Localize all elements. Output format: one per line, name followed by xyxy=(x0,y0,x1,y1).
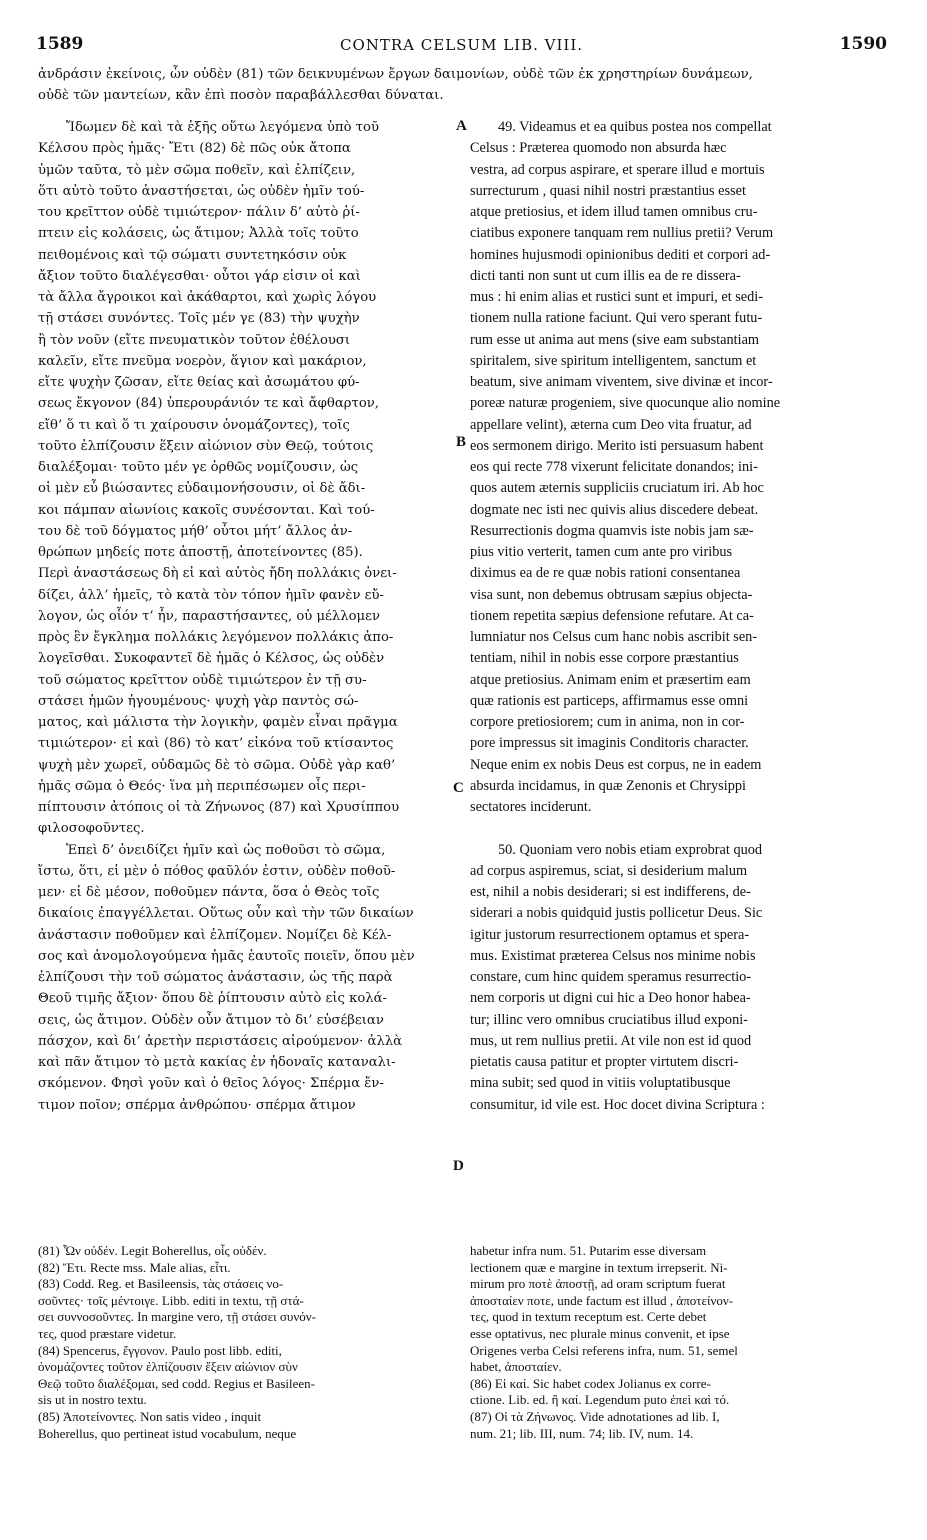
text-line: Ἴδωμεν δὲ καὶ τὰ ἑξῆς οὕτω λεγόμενα ὑπὸ τοῦ xyxy=(66,120,379,135)
text-line: πάσχον, καὶ δι’ ἀρετὴν περιστάσεις αἱρούμενον· ἀλλὰ xyxy=(38,1033,403,1049)
text-line: corpore pretiosiorem; cum in anima, non in cor- xyxy=(470,714,745,730)
text-line: ματος, καὶ μάλιστα τὴν λογικὴν, φαμὲν εἶναι πρᾶγμα xyxy=(38,715,398,730)
latin-column xyxy=(470,117,880,1116)
text-line: appellare velint), æterna cum Deo vita fruatur, ad xyxy=(470,416,752,433)
text-line: του κρεῖττον οὐδὲ τιμιώτερον· πάλιν δ’ αὐτὸ ῥί- xyxy=(38,205,360,220)
text-line: tentiam, nihil in nobis esse corpore præstantius xyxy=(470,650,739,667)
text-line: σεως ἔκγονον (84) ὑπερουράνιόν τε καὶ ἄφθαρτον, xyxy=(38,396,379,412)
text-line: τὰ ἄλλα ἄγροικοι καὶ ἀκάθαρτοι, καὶ χωρὶς λόγου xyxy=(38,290,377,305)
text-line: eos qui recte 778 vixerunt felicitate donandos; ini- xyxy=(470,459,758,475)
margin-letter-c: C xyxy=(453,780,464,796)
text-line: mus. Existimat præterea Celsus nos minime nobis xyxy=(470,947,756,964)
text-line: Origenes verba Celsi referens infra, num. 51, semel xyxy=(470,1342,738,1358)
text-line: πειθομένοις καὶ τῷ σώματι συντετηκόσιν οὐκ xyxy=(38,247,347,263)
text-line: pore impressus sit imaginis Conditoris character. xyxy=(470,735,749,752)
text-line: quos autem æternis suppliciis cruciatum iri. Ab hoc xyxy=(470,480,764,497)
text-line: Ἐπεὶ δ’ ὀνειδίζει ἡμῖν καὶ ὡς ποθοῦσι τὸ σῶμα, xyxy=(66,842,386,858)
text-line: ὅτι αὐτὸ τοῦτο ἀναστήσεται, ὡς οὐδὲν ἡμῖν τού- xyxy=(38,183,365,199)
text-line: habet, ἀποσταίεν. xyxy=(470,1359,562,1375)
text-line: λογεῖσθαι. Συκοφαντεῖ δὲ ἡμᾶς ὁ Κέλσος, ὡς οὐδὲν xyxy=(38,651,385,667)
text-line: Neque enim ex nobis Deus est corpus, ne in eadem xyxy=(470,756,762,773)
text-line: tur; illinc vero omnibus cruciatibus illud exponi- xyxy=(470,1011,748,1028)
text-line: εἴτε ψυχὴν ζῶσαν, εἴτε θείας καὶ ἀσωμάτου φύ- xyxy=(38,375,360,390)
text-line: Celsus : Præterea quomodo non absurda hæc xyxy=(470,140,727,157)
text-line: tionem nulla ratione faciunt. Qui vero sperant futu- xyxy=(470,310,763,327)
text-line: ἀνδράσιν ἐκείνοις, ὧν οὐδὲν (81) τῶν δεικνυμένων ἔργων δαιμονίων, οὐδὲ τῶν ἐκ χρηστηρίων δυνάμεων, xyxy=(38,67,753,82)
text-line: num. 21; lib. III, num. 74; lib. IV, num. 14. xyxy=(470,1425,694,1441)
text-line: homines hujusmodi opinionibus dediti et corpori ad- xyxy=(470,246,771,263)
footnotes-right xyxy=(470,1243,880,1442)
text-line: mirum pro ποτὲ ἀποστῇ, ad oram scriptum fuerat xyxy=(470,1276,726,1292)
text-line: (83) Codd. Reg. et Basileensis, τὰς στάσεις νο- xyxy=(38,1276,284,1292)
text-line: σεις, ὡς ἄτιμον. Οὐδὲν οὖν ἄτιμον τὸ δι’ εὐσέβειαν xyxy=(38,1012,384,1028)
text-line: rum esse ut anima aut mens (sive eam substantiam xyxy=(470,331,760,348)
text-line: πρὸς ἓν ἔγκλημα πολλάκις λεγόμενον πολλάκις ἀπο- xyxy=(38,630,394,645)
text-line: Θεοῦ τιμῆς ἄξιον· ὅπου δὲ ῥίπτουσιν αὐτὸ εἰς κολά- xyxy=(38,991,388,1007)
text-line: Κέλσου πρὸς ἡμᾶς· Ἔτι (82) δὲ πῶς οὐκ ἄτοπα xyxy=(38,141,351,157)
text-line: καὶ πᾶν ἄτιμον τὸ μετὰ κακίας ἐν ἡδοναῖς καταναλι- xyxy=(38,1055,396,1070)
page-number-left: 1589 xyxy=(36,34,84,54)
text-line: poreæ naturæ progeniem, sive quocunque alio nomine xyxy=(470,395,781,412)
text-line: igitur justorum resurrectionem optamus et spera- xyxy=(470,926,750,943)
text-line: Περὶ ἀναστάσεως δὴ εἰ καὶ αὐτὸς ἤδη πολλάκις ὀνει- xyxy=(38,566,397,582)
lead-text xyxy=(38,64,896,106)
text-line: σοῦντες· τοῖς μέντοιγε. Libb. editi in textu, τῇ στά- xyxy=(38,1292,304,1308)
greek-column xyxy=(38,117,456,1116)
text-line: spiritalem, sive spiritum intelligentem, sanctum et xyxy=(470,352,757,369)
text-line: διαλέξομαι· τοῦτο μέν γε ὀρθῶς νομίζουσιν, ὡς xyxy=(38,460,359,475)
text-line: φιλοσοφοῦντες. xyxy=(38,821,145,837)
text-line: beatum, sive animam viventem, sive divinæ et incor- xyxy=(470,374,773,390)
text-line: sis ut in nostro textu. xyxy=(38,1392,147,1408)
text-line: atque pretiosius, et idem illud tamen omnibus cru- xyxy=(470,204,758,220)
text-line: est, nihil a nobis desiderari; si est indifferens, de- xyxy=(470,884,751,900)
text-line: sectatores inciderunt. xyxy=(470,799,592,815)
text-line: ἡμᾶς σῶμα ὁ Θεός· ἵνα μὴ περιπέσωμεν οἷς περι- xyxy=(38,778,366,794)
text-line: atque pretiosius. Animam enim et præsertim eam xyxy=(470,671,751,688)
text-line: πτειν εἰς κολάσεις, ὡς ἄτιμον; Ἀλλὰ τοῖς τοῦτο xyxy=(38,226,359,242)
text-line: mus, ut rem nullius pretii. At vile non est id quod xyxy=(470,1032,752,1049)
text-line: pietatis causa patitur et propter virtutem discri- xyxy=(470,1054,739,1070)
text-line: τῇ στάσει συνόντες. Τοῖς μέν γε (83) τὴν ψυχὴν xyxy=(38,311,360,327)
text-line: ἀνάστασιν ποθοῦμεν καὶ ἐλπίζομεν. Νομίζει δὲ Κέλ- xyxy=(38,927,392,943)
text-line: (85) Ἀποτείνοντες. Non satis video , inquit xyxy=(38,1408,262,1424)
margin-letter-b: B xyxy=(456,434,467,450)
text-line: (84) Spencerus, ἔγγονον. Paulo post libb. editi, xyxy=(38,1342,282,1358)
text-line: πίπτουσιν ἀτόποις οἱ τὰ Ζήνωνος (87) καὶ Χρυσίππου xyxy=(38,800,400,815)
text-line: ἴστω, ὅτι, εἰ μὲν ὁ πόθος φαῦλόν ἐστιν, οὐδὲν ποθοῦ- xyxy=(38,863,396,879)
text-line: surrecturum , quasi nihil nostri præstantius esset xyxy=(470,182,746,199)
text-line: (81) Ὧν οὐδέν. Legit Boherellus, οἷς οὐδέν. xyxy=(38,1243,267,1258)
text-line: tionem repetita sæpius defensione refutare. At ca- xyxy=(470,607,754,624)
text-line: ἀποσταίεν ποτε, unde factum est illud , ἀποτείνον- xyxy=(470,1292,734,1308)
page-number-right: 1590 xyxy=(839,34,887,54)
text-line: καλεῖν, εἴτε πνεῦμα νοερὸν, ἅγιον καὶ μακάριον, xyxy=(38,353,367,369)
text-line: consumitur, id vile est. Hoc docet divina Scriptura : xyxy=(470,1096,765,1113)
text-line: σος καὶ ἀνομολογούμενα ἡμᾶς ἑαυτοῖς ποιεῖν, ὅπου μὲν xyxy=(38,948,415,964)
text-line: ctione. Lib. ed. ἢ καί. Legendum puto ἐπεὶ καὶ τό. xyxy=(470,1392,730,1408)
text-line: (86) Εἰ καί. Sic habet codex Jolianus ex corre- xyxy=(470,1375,711,1391)
text-line: dicti tanti non sunt ut cum illis ea de re disserа- xyxy=(470,267,741,284)
text-line: Resurrectionis dogma quamvis iste nobis jam sæ- xyxy=(470,522,754,539)
text-line: τιμιώτερον· εἰ καὶ (86) τὸ κατ’ εἰκόνα τοῦ κτίσαντος xyxy=(38,736,394,752)
text-line: ἐλπίζουσι τὴν τοῦ σώματος ἀνάστασιν, ὡς τῆς παρὰ xyxy=(38,970,393,985)
text-line: ὑμῶν ταῦτα, τὸ μὲν σῶμα ποθεῖν, καὶ ἐλπίζειν, xyxy=(38,162,356,178)
text-line: τιμον ποῖον; σπέρμα ἀνθρώπου· σπέρμα ἄτιμον xyxy=(38,1097,356,1113)
text-line: mina subit; sed quod in vitiis voluptatibusque xyxy=(470,1075,731,1092)
text-line: ciatibus exponere tanquam rem nullius pretii? Verum xyxy=(470,225,774,242)
text-line: nem corporis ut digni cui hic a Deo honor habea- xyxy=(470,990,751,1007)
text-line: lectionem quæ e margine in textum irrepserit. Ni- xyxy=(470,1259,728,1275)
text-line: ψυχὴ μὲν χωρεῖ, οὐδαμῶς δὲ τὸ σῶμα. Οὐδὲ γὰρ καθ’ xyxy=(38,757,396,773)
text-line: Θεῷ τοῦτο διαλέξομαι, sed codd. Regius et Basileen- xyxy=(38,1375,316,1391)
text-line: τες, quod in textum receptum est. Certe debet xyxy=(470,1309,707,1325)
text-line: θρώπων μηδείς ποτε ἀποστῇ, ἀποτείνοντες (85). xyxy=(38,545,363,560)
text-line: siderari a nobis quidquid justis pollicetur Deus. Sic xyxy=(470,905,763,922)
margin-letter-a: A xyxy=(456,118,467,134)
margin-letter-d: D xyxy=(453,1158,464,1174)
text-line: mus : hi enim alias et rustici sunt et impuri, et sedi- xyxy=(470,289,764,305)
text-line: σκόμενον. Φησὶ γοῦν καὶ ὁ θεῖος λόγος· Σπέρμα ἔν- xyxy=(38,1076,384,1092)
text-line: ὀνομάζοντες τοῦτον ἐλπίζουσιν ἕξειν αἰώνιον σὺν xyxy=(38,1359,298,1375)
text-line: σει συννοσοῦντες. In margine vero, τῇ στάσει συνόν- xyxy=(38,1309,316,1325)
text-line: (87) Οἱ τὰ Ζήνωνος. Vide adnotationes ad lib. I, xyxy=(470,1408,720,1424)
footnotes-left xyxy=(38,1243,458,1442)
text-line: του δὲ τοῦ δόγματος μήθ’ οὗτοι μήτ’ ἄλλος ἀν- xyxy=(38,523,353,539)
text-line: constare, cum hinc quidem speramus resurrectio- xyxy=(470,969,752,985)
text-line: habetur infra num. 51. Putarim esse diversam xyxy=(470,1243,707,1258)
text-line: τοῦτο ἐλπίζουσιν ἕξειν αἰώνιον σὺν Θεῷ, τούτοις xyxy=(38,438,374,454)
text-line: δικαίοις ἐπαγγέλλεται. Οὕτως οὖν καὶ τὴν τῶν δικαίων xyxy=(38,906,414,922)
text-line xyxy=(470,818,880,839)
page-header xyxy=(36,34,887,60)
text-line: στάσει ἡμῶν ἡγουμένους· ψυχὴ γὰρ παντὸς σώ- xyxy=(38,693,359,709)
text-line: pius vitio verterit, tamen cum ante pro viribus xyxy=(470,544,733,560)
text-line: ἢ τὸν νοῦν (εἴτε πνευματικὸν τοῦτον ἐθέλουσι xyxy=(38,332,351,348)
text-line: ad corpus aspiremus, sciat, si desiderium malum xyxy=(470,862,748,879)
text-line: λογον, ὡς οἷόν τ’ ἦν, παραστήσαντες, οὐ μέλλομεν xyxy=(38,608,380,624)
text-line: δίζει, ἀλλ’ ἡμεῖς, τὸ κατὰ τὸν τόπον ἡμῖν φανὲν εὔ- xyxy=(38,587,384,603)
text-line: quæ rationis est particeps, affirmamus esse omni xyxy=(470,692,749,709)
text-line: οὐδὲ τῶν μαντείων, κἂν ἐπὶ ποσὸν παραβάλλεσθαι δύναται. xyxy=(38,88,444,103)
text-line: visa sunt, non debemus obtrusam sæpius objecta- xyxy=(470,586,753,603)
text-line: eos sermonem dirigo. Merito isti persuasum habent xyxy=(470,437,764,454)
text-line: 50. Quoniam vero nobis etiam exprobrat quod xyxy=(498,841,763,858)
text-line: ἄξιον τοῦτο διαλέγεσθαι· οὗτοι γάρ εἰσιν οἱ καὶ xyxy=(38,268,361,284)
text-line: 49. Videamus et ea quibus postea nos compellat xyxy=(498,119,772,135)
text-line: vestra, ad corpus aspirare, et sperare illud e mortuis xyxy=(470,161,765,178)
text-line: οἱ μὲν εὖ βιώσαντες εὐδαιμονήσουσιν, οἱ δὲ ἄδι- xyxy=(38,481,366,497)
text-line: diximus ea de re quæ nobis rationi consentanea xyxy=(470,565,741,582)
running-title: CONTRA CELSUM LIB. VIII. xyxy=(339,36,584,54)
text-line: εἴθ’ ὅ τι καὶ ὅ τι χαίρουσιν ὀνομάζοντες), τοῖς xyxy=(38,417,350,433)
text-line: lumniatur nos Celsus cum hanc nobis ascribit sen- xyxy=(470,629,758,645)
text-line: dogmate nec isti nec quivis alius discedere debeat. xyxy=(470,501,759,518)
text-line: Boherellus, quo pertineat istud vocabulum, neque xyxy=(38,1425,297,1441)
text-line: τοῦ σώματος κρεῖττον οὐδὲ τιμιώτερον ἐν τῇ συ- xyxy=(38,672,367,688)
text-line: κοι πάμπαν αἰωνίοις κακοῖς συνέσονται. Καὶ τού- xyxy=(38,502,375,518)
text-line: (82) Ἔτι. Recte mss. Male alias, εἶτι. xyxy=(38,1259,231,1275)
text-line: τες, quod præstare videtur. xyxy=(38,1325,177,1341)
text-line: μεν· εἰ δὲ μέσον, ποθοῦμεν πάντα, ὅσα ὁ Θεὸς τοῖς xyxy=(38,885,380,900)
text-line: absurda incidamus, in quæ Zenonis et Chrysippi xyxy=(470,777,746,794)
text-line: esse optativus, nec plurale minus convenit, et ipse xyxy=(470,1325,730,1341)
